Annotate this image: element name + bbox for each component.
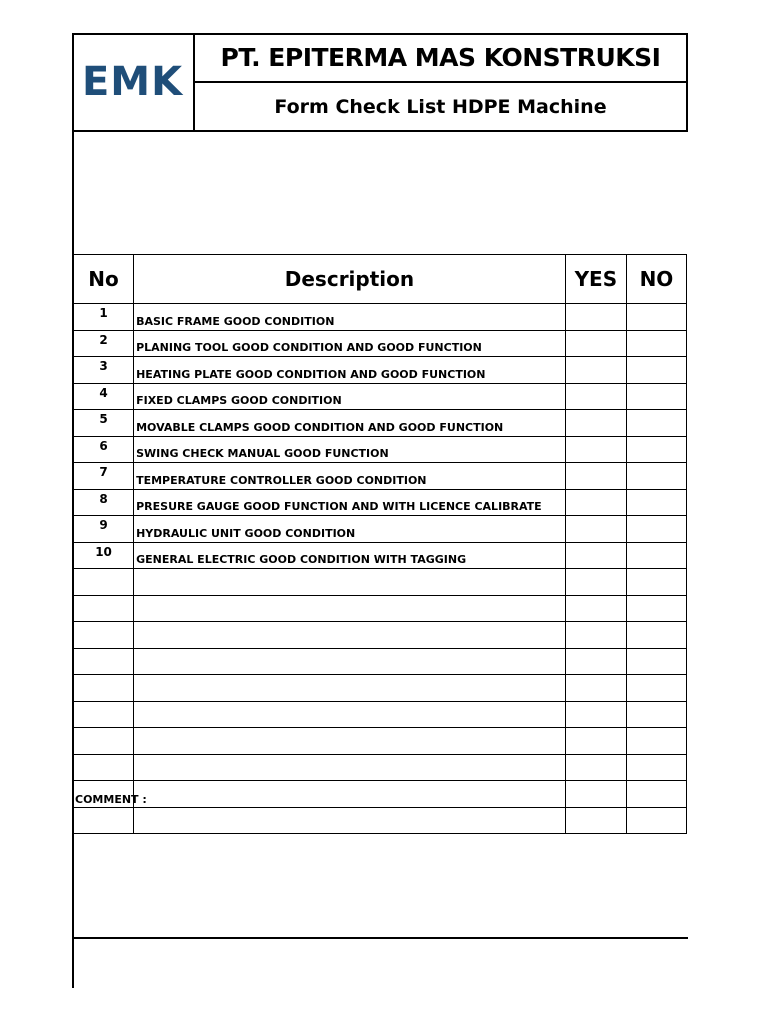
row-description: [134, 754, 566, 781]
yes-checkbox-cell[interactable]: [565, 489, 626, 516]
row-description: [134, 569, 566, 596]
row-description: [134, 807, 566, 834]
no-checkbox-cell[interactable]: [626, 304, 686, 331]
yes-checkbox-cell[interactable]: [565, 807, 626, 834]
no-checkbox-cell[interactable]: [626, 807, 686, 834]
no-checkbox-cell[interactable]: [626, 383, 686, 410]
table-row: [74, 516, 687, 543]
column-header-no-answer: NO: [626, 255, 686, 304]
column-header-no: No: [74, 255, 134, 304]
row-description: BASIC FRAME GOOD CONDITION: [134, 304, 566, 331]
yes-checkbox-cell[interactable]: [565, 569, 626, 596]
form-title-cell: [195, 83, 688, 130]
yes-checkbox-cell[interactable]: [565, 516, 626, 543]
yes-checkbox-cell[interactable]: [565, 410, 626, 437]
row-description: HYDRAULIC UNIT GOOD CONDITION: [134, 516, 566, 543]
row-number: 5: [74, 410, 134, 437]
row-number: 1: [74, 304, 134, 331]
no-checkbox-cell[interactable]: [626, 516, 686, 543]
no-checkbox-cell[interactable]: [626, 648, 686, 675]
row-number: 10: [74, 542, 134, 569]
yes-checkbox-cell[interactable]: [565, 330, 626, 357]
yes-checkbox-cell[interactable]: [565, 595, 626, 622]
yes-checkbox-cell[interactable]: [565, 701, 626, 728]
yes-checkbox-cell[interactable]: [565, 648, 626, 675]
column-header-description: Description: [134, 255, 566, 304]
column-header-yes: YES: [565, 255, 626, 304]
table-row: [74, 463, 687, 490]
yes-checkbox-cell[interactable]: [565, 728, 626, 755]
table-row: [74, 754, 687, 781]
table-row: [74, 542, 687, 569]
yes-checkbox-cell[interactable]: [565, 436, 626, 463]
table-row: [74, 436, 687, 463]
row-number: [74, 675, 134, 702]
row-description: [134, 728, 566, 755]
no-checkbox-cell[interactable]: [626, 542, 686, 569]
table-row: [74, 330, 687, 357]
no-checkbox-cell[interactable]: [626, 675, 686, 702]
table-row: [74, 701, 687, 728]
no-checkbox-cell[interactable]: [626, 701, 686, 728]
checklist-body: [74, 304, 687, 834]
yes-checkbox-cell[interactable]: [565, 383, 626, 410]
yes-checkbox-cell[interactable]: [565, 622, 626, 649]
comment-label: COMMENT :: [75, 793, 147, 806]
row-number: [74, 807, 134, 834]
row-description: SWING CHECK MANUAL GOOD FUNCTION: [134, 436, 566, 463]
table-header-row: [74, 255, 687, 304]
no-checkbox-cell[interactable]: [626, 436, 686, 463]
row-description: FIXED CLAMPS GOOD CONDITION: [134, 383, 566, 410]
row-number: [74, 595, 134, 622]
company-name-cell: [195, 34, 688, 83]
row-number: 3: [74, 357, 134, 384]
no-checkbox-cell[interactable]: [626, 569, 686, 596]
row-description: PLANING TOOL GOOD CONDITION AND GOOD FUNCTION: [134, 330, 566, 357]
row-description: [134, 675, 566, 702]
checklist-table: [73, 254, 687, 834]
yes-checkbox-cell[interactable]: [565, 463, 626, 490]
table-row: [74, 648, 687, 675]
row-number: 7: [74, 463, 134, 490]
table-row: [74, 622, 687, 649]
row-number: [74, 648, 134, 675]
table-row: [74, 304, 687, 331]
company-name: PT. EPITERMA MAS KONSTRUKSI: [220, 43, 661, 72]
row-description: GENERAL ELECTRIC GOOD CONDITION WITH TAGGING: [134, 542, 566, 569]
row-description: [134, 622, 566, 649]
table-row: [74, 675, 687, 702]
row-number: 2: [74, 330, 134, 357]
table-row: [74, 807, 687, 834]
no-checkbox-cell[interactable]: [626, 463, 686, 490]
row-number: [74, 754, 134, 781]
form-header: [72, 34, 688, 132]
row-description: [134, 781, 566, 808]
row-description: TEMPERATURE CONTROLLER GOOD CONDITION: [134, 463, 566, 490]
no-checkbox-cell[interactable]: [626, 489, 686, 516]
row-number: [74, 622, 134, 649]
row-number: 9: [74, 516, 134, 543]
table-row: [74, 357, 687, 384]
comment-bottom-line: [72, 937, 688, 939]
yes-checkbox-cell[interactable]: [565, 304, 626, 331]
no-checkbox-cell[interactable]: [626, 357, 686, 384]
row-description: [134, 701, 566, 728]
row-number: [74, 701, 134, 728]
table-row: [74, 781, 687, 808]
row-number: 4: [74, 383, 134, 410]
no-checkbox-cell[interactable]: [626, 595, 686, 622]
row-description: PRESURE GAUGE GOOD FUNCTION AND WITH LICENCE CALIBRATE: [134, 489, 566, 516]
no-checkbox-cell[interactable]: [626, 622, 686, 649]
company-logo: EMK: [81, 59, 184, 105]
yes-checkbox-cell[interactable]: [565, 357, 626, 384]
yes-checkbox-cell[interactable]: [565, 542, 626, 569]
yes-checkbox-cell[interactable]: [565, 781, 626, 808]
table-row: [74, 569, 687, 596]
row-description: [134, 595, 566, 622]
yes-checkbox-cell[interactable]: [565, 754, 626, 781]
no-checkbox-cell[interactable]: [626, 781, 686, 808]
row-number: [74, 569, 134, 596]
yes-checkbox-cell[interactable]: [565, 675, 626, 702]
row-description: [134, 648, 566, 675]
table-row: [74, 595, 687, 622]
no-checkbox-cell[interactable]: [626, 410, 686, 437]
table-row: [74, 489, 687, 516]
no-checkbox-cell[interactable]: [626, 728, 686, 755]
no-checkbox-cell[interactable]: [626, 330, 686, 357]
row-number: [74, 728, 134, 755]
row-number: 8: [74, 489, 134, 516]
table-row: [74, 410, 687, 437]
no-checkbox-cell[interactable]: [626, 754, 686, 781]
row-description: MOVABLE CLAMPS GOOD CONDITION AND GOOD FUNCTION: [134, 410, 566, 437]
table-row: [74, 728, 687, 755]
row-description: HEATING PLATE GOOD CONDITION AND GOOD FUNCTION: [134, 357, 566, 384]
row-number: 6: [74, 436, 134, 463]
table-row: [74, 383, 687, 410]
form-title: Form Check List HDPE Machine: [274, 95, 607, 118]
logo-cell: [72, 34, 195, 130]
